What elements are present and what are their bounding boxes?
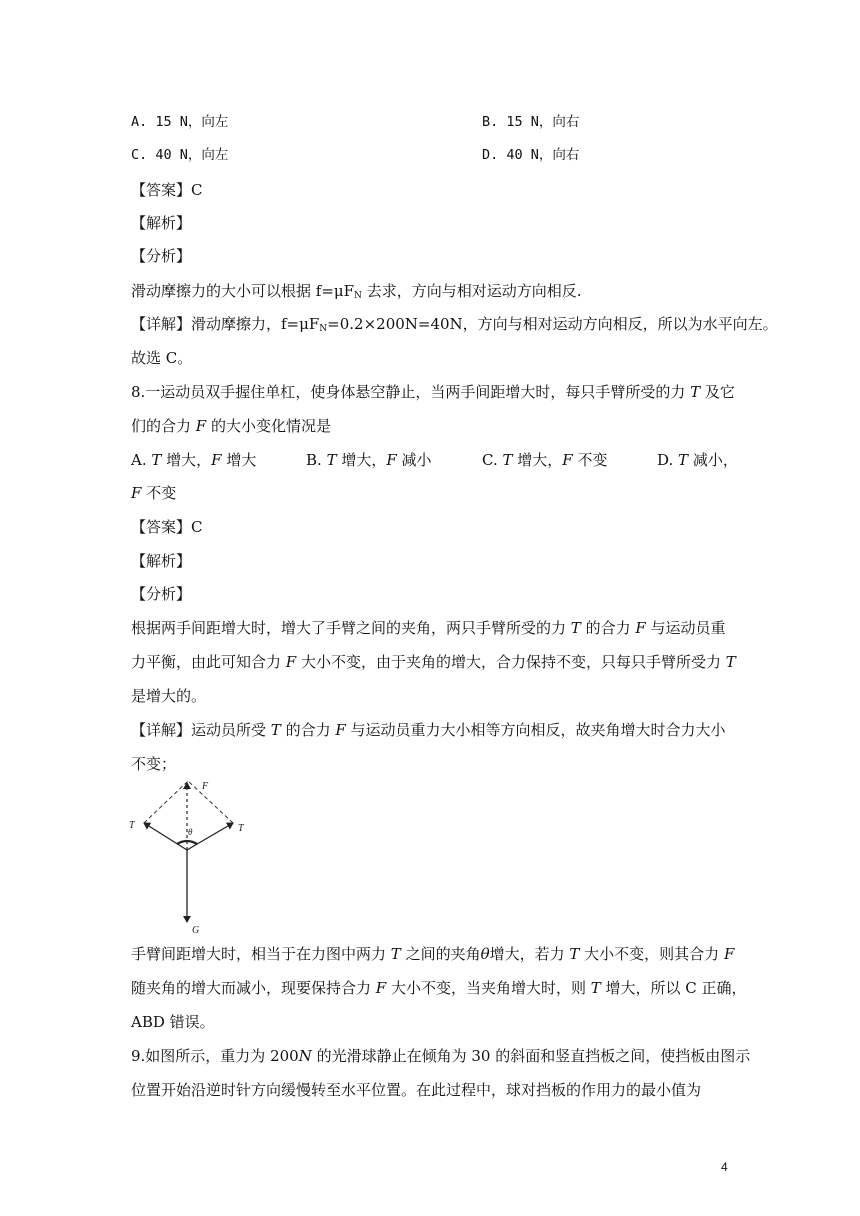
- label-g: G: [192, 925, 200, 936]
- q7-analysis: 滑动摩擦力的大小可以根据 $f=\mu F_N$ 去求，方向与相对运动方向相反.: [131, 282, 582, 301]
- q8-answer: 【答案】C: [131, 518, 203, 536]
- q8-detail-line2: 不变；: [131, 755, 177, 773]
- q8-after-line3: ABD 错误。: [131, 1013, 215, 1031]
- q9-stem-line1: 9.如图所示，重力为 200N 的光滑球静止在倾角为 30 的斜面和竖直挡板之间，使挡板由图示: [131, 1047, 751, 1065]
- q8-option-c: C. T 增大，F 不变: [482, 451, 608, 469]
- q8-option-d: D. T 减小，: [657, 451, 738, 469]
- q7-fenxi-heading: 【分析】: [131, 247, 192, 265]
- q7-option-b: B. 15 N，向右: [482, 114, 580, 130]
- force-diagram: [120, 770, 250, 940]
- q8-stem-line2: 们的合力 F 的大小变化情况是: [131, 417, 331, 435]
- q8-jiexi-heading: 【解析】: [131, 552, 192, 570]
- q8-fenxi-heading: 【分析】: [131, 585, 192, 603]
- dashed-line-right: [188, 781, 233, 823]
- label-t-left: T: [129, 820, 135, 831]
- q7-choose: 故选 C。: [131, 349, 193, 367]
- q9-stem-line2: 位置开始沿逆时针方向缓慢转至水平位置。在此过程中，球对挡板的作用力的最小值为: [131, 1081, 702, 1099]
- q8-after-line2: 随夹角的增大而减小，现要保持合力 F 大小不变，当夹角增大时，则 T 增大，所以 C 正确，: [131, 979, 747, 997]
- force-t-right-arrow: [187, 823, 233, 850]
- q8-analysis-line3: 是增大的。: [131, 687, 207, 705]
- q7-option-d: D. 40 N，向右: [482, 147, 580, 163]
- q7-jiexi-heading: 【解析】: [131, 214, 192, 232]
- label-f: F: [202, 781, 209, 792]
- q8-option-d-cont: F 不变: [131, 484, 177, 502]
- q8-analysis-line1: 根据两手间距增大时，增大了手臂之间的夹角，两只手臂所受的力 T 的合力 F 与运动员重: [131, 619, 726, 637]
- label-theta: θ: [188, 827, 193, 837]
- dashed-line-left: [144, 781, 188, 823]
- q8-after-line1: 手臂间距增大时，相当于在力图中两力 T 之间的夹角θ增大，若力 T 大小不变，则其合力 F: [131, 945, 735, 963]
- q8-option-a: A. T 增大，F 增大: [131, 451, 257, 469]
- q8-stem-line1: 8.一运动员双手握住单杠，使身体悬空静止，当两手间距增大时，每只手臂所受的力 T 及它: [131, 383, 735, 401]
- q7-detail: 【详解】滑动摩擦力，$f=\mu F_N=0.2\times 200N=40N$，方向与相对运动方向相反，所以为水平向左。: [131, 315, 778, 334]
- force-t-left-arrow: [144, 823, 187, 850]
- q7-option-a: A. 15 N，向左: [131, 114, 229, 130]
- label-t-right: T: [238, 823, 244, 834]
- q7-answer: 【答案】C: [131, 181, 203, 199]
- q8-detail-line1: 【详解】运动员所受 T 的合力 F 与运动员重力大小相等方向相反，故夹角增大时合力大小: [131, 721, 726, 739]
- q8-option-b: B. T 增大，F 减小: [306, 451, 432, 469]
- q8-analysis-line2: 力平衡，由此可知合力 F 大小不变，由于夹角的增大，合力保持不变，只每只手臂所受力 T: [131, 653, 736, 671]
- page-number: 4: [721, 1160, 728, 1174]
- q7-option-c: C. 40 N，向左: [131, 147, 229, 163]
